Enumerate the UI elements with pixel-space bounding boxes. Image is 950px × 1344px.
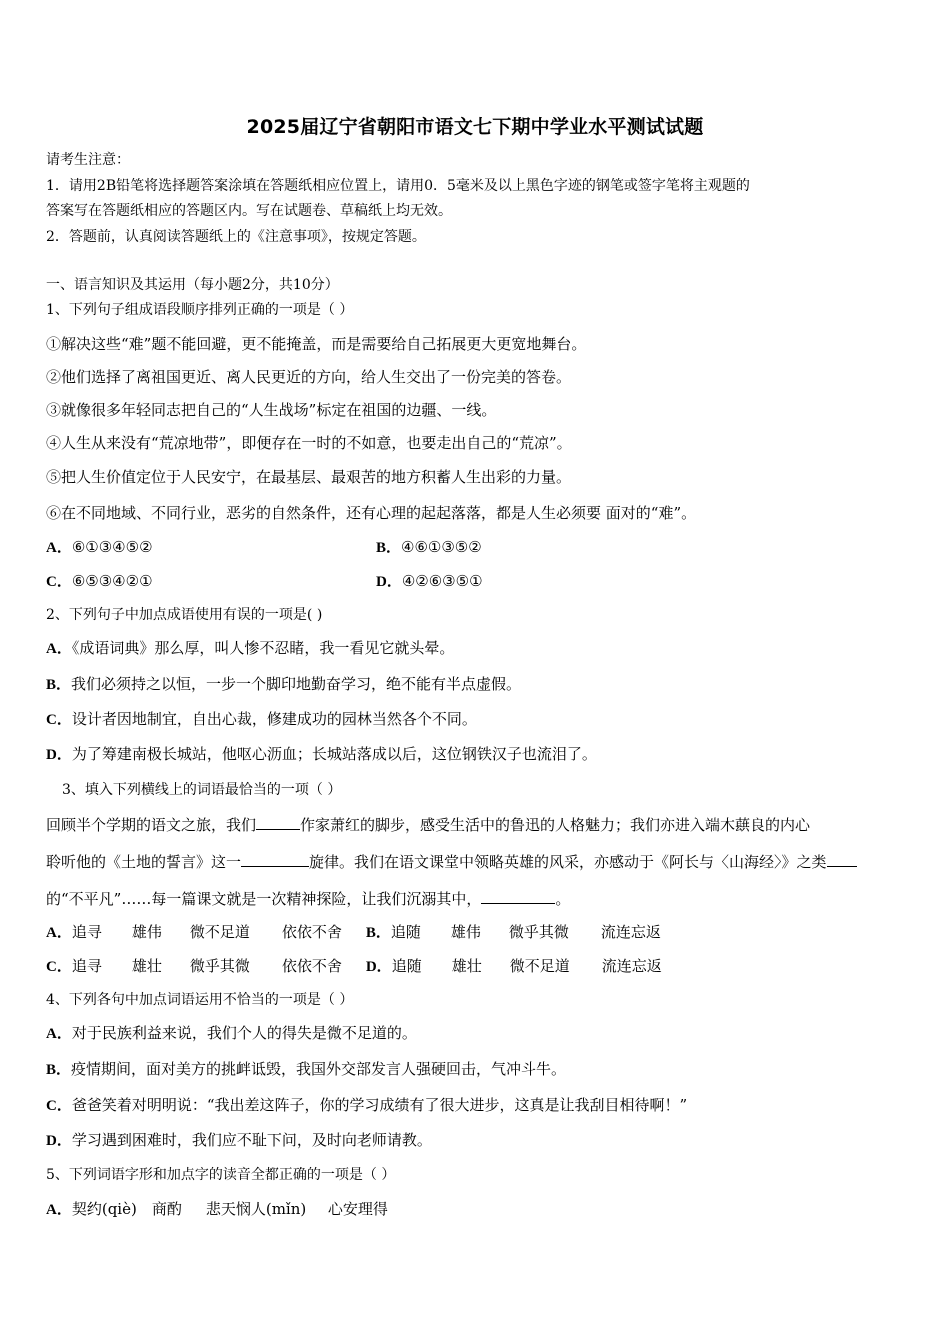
q1-option-a[interactable] (46, 537, 153, 558)
q2-stem: 2、下列句子中加点成语使用有误的一项是( ) (46, 607, 323, 623)
option-text: ⑥⑤③④②① (71, 572, 153, 590)
q2-option-b[interactable] (46, 674, 521, 695)
option-label: D． (365, 959, 392, 975)
option-word: 追寻 (71, 923, 102, 941)
passage-text: 的“不平凡”……每一篇课文就是一次精神探险，让我们沉溺其中， (46, 890, 482, 908)
option-text: ④⑥①③⑤② (401, 538, 482, 556)
option-text: 《成语词典》那么厚，叫人惨不忍睹，我一看见它就头晕。 (71, 639, 455, 657)
option-label: B． (365, 925, 391, 941)
q4-option-d[interactable] (46, 1130, 432, 1151)
option-word: 雄伟 (131, 923, 162, 941)
option-word: 依依不舍 (281, 923, 342, 941)
q1-sentence-1: ①解决这些“难”题不能回避，更不能掩盖，而是需要给自己拓展更大更宽地舞台。 (46, 335, 587, 353)
option-label: C． (46, 574, 72, 590)
option-word: 依依不舍 (281, 957, 342, 975)
fill-blank-2[interactable] (241, 852, 309, 867)
option-text: 爸爸笑着对明明说：“我出差这阵子，你的学习成绩有了很大进步，这真是让我刮目相待啊！” (71, 1096, 688, 1114)
fill-blank-1[interactable] (256, 815, 300, 830)
q3-option-d[interactable] (366, 957, 662, 975)
q3-option-a[interactable] (46, 923, 366, 941)
passage-text: 聆听他的《土地的誓言》这一 (46, 853, 242, 871)
option-word: 微不足道 (509, 957, 570, 975)
q4-stem: 4、下列各句中加点词语运用不恰当的一项是（ ） (46, 992, 354, 1008)
option-label: B． (46, 1062, 72, 1078)
q1-option-c[interactable] (46, 571, 153, 592)
q1-stem: 1、下列句子组成语段顺序排列正确的一项是（ ） (46, 302, 354, 318)
q3-passage-line-3 (46, 889, 570, 909)
option-text: 对于民族利益来说，我们个人的得失是微不足道的。 (71, 1024, 417, 1042)
q3-passage-line-2 (46, 852, 857, 872)
q1-sentence-6: ⑥在不同地域、不同行业，恶劣的自然条件，还有心理的起起落落，都是人生必须要 面对的“难”。 (46, 504, 697, 522)
option-label: C． (46, 712, 72, 728)
option-text: 设计者因地制宜，自出心裁，修建成功的园林当然各个不同。 (71, 710, 477, 728)
option-word: 微乎其微 (508, 923, 569, 941)
q3-options-row-2 (46, 956, 662, 977)
option-word: 悲天悯人(mǐn) (205, 1200, 307, 1218)
q3-options-row-1 (46, 922, 661, 943)
option-word: 微不足道 (189, 923, 250, 941)
option-word: 商酌 (151, 1200, 182, 1218)
option-label: A． (46, 641, 72, 657)
notice-line-1a: 1．请用2B铅笔将选择题答案涂填在答题纸相应位置上，请用0．5毫米及以上黑色字迹的钢笔或签字笔将主观题的 (46, 178, 750, 194)
q3-stem: 3、填入下列横线上的词语最恰当的一项（ ） (62, 782, 342, 798)
q4-option-b[interactable] (46, 1059, 566, 1080)
q3-option-b[interactable] (366, 923, 661, 941)
passage-text: 作家萧红的脚步，感受生活中的鲁迅的人格魅力；我们亦进入端木蕻良的内心 (300, 816, 811, 834)
option-label: D． (46, 1133, 72, 1149)
option-word: 心安理得 (327, 1200, 388, 1218)
option-label: A． (46, 1202, 72, 1218)
q1-sentence-4: ④人生从来没有“荒凉地带”，即便存在一时的不如意，也要走出自己的“荒凉”。 (46, 434, 572, 452)
passage-text: 旋律。我们在语文课堂中领略英雄的风采，亦感动于《阿长与〈山海经〉》之类 (309, 853, 827, 871)
notice-line-1b: 答案写在答题纸相应的答题区内。写在试题卷、草稿纸上均无效。 (46, 203, 452, 219)
q4-option-a[interactable] (46, 1023, 417, 1044)
option-label: A． (46, 540, 72, 556)
passage-text: 回顾半个学期的语文之旅，我们 (46, 816, 257, 834)
option-word: 追随 (390, 923, 421, 941)
q1-sentence-5: ⑤把人生价值定位于人民安宁，在最基层、最艰苦的地方积蓄人生出彩的力量。 (46, 468, 572, 486)
q1-option-d[interactable] (376, 571, 483, 592)
option-text: 我们必须持之以恒，一步一个脚印地勤奋学习，绝不能有半点虚假。 (71, 675, 522, 693)
option-word: 契约(qiè) (71, 1200, 137, 1218)
option-label: C． (46, 959, 72, 975)
option-label: A． (46, 1026, 72, 1042)
q2-option-c[interactable] (46, 709, 477, 730)
option-label: B． (376, 540, 402, 556)
fill-blank-3[interactable] (827, 852, 857, 867)
passage-text: 。 (555, 890, 571, 908)
option-text: 疫情期间，面对美方的挑衅诋毁，我国外交部发言人强硬回击，气冲斗牛。 (71, 1060, 567, 1078)
notice-heading: 请考生注意： (46, 152, 130, 168)
notice-line-2: 2．答题前，认真阅读答题纸上的《注意事项》，按规定答题。 (46, 229, 426, 245)
option-word: 追随 (391, 957, 422, 975)
q1-sentence-2: ②他们选择了离祖国更近、离人民更近的方向，给人生交出了一份完美的答卷。 (46, 368, 572, 386)
q5-stem: 5、下列词语字形和加点字的读音全都正确的一项是（ ） (46, 1167, 396, 1183)
option-text: 为了筹建南极长城站，他呕心沥血；长城站落成以后，这位钢铁汉子也流泪了。 (71, 745, 597, 763)
section-heading: 一、语言知识及其运用（每小题2分，共10分） (46, 277, 339, 293)
q4-option-c[interactable] (46, 1095, 687, 1116)
fill-blank-4[interactable] (481, 889, 555, 904)
option-text: 学习遇到困难时，我们应不耻下问，及时向老师请教。 (71, 1131, 432, 1149)
q2-option-a[interactable] (46, 638, 454, 659)
q5-option-a[interactable] (46, 1199, 388, 1220)
option-word: 雄伟 (450, 923, 481, 941)
option-label: B． (46, 677, 72, 693)
option-label: A． (46, 925, 72, 941)
q2-option-d[interactable] (46, 744, 597, 765)
q3-passage-line-1 (46, 815, 810, 835)
option-word: 流连忘返 (600, 923, 661, 941)
option-word: 雄壮 (131, 957, 162, 975)
option-word: 流连忘返 (601, 957, 662, 975)
option-text: ⑥①③④⑤② (71, 538, 153, 556)
option-label: C． (46, 1098, 72, 1114)
option-text: ④②⑥③⑤① (401, 572, 483, 590)
page-title: 2025届辽宁省朝阳市语文七下期中学业水平测试试题 (246, 116, 704, 138)
option-word: 追寻 (71, 957, 102, 975)
q1-sentence-3: ③就像很多年轻同志把自己的“人生战场”标定在祖国的边疆、一线。 (46, 401, 497, 419)
option-label: D． (46, 747, 72, 763)
option-word: 雄壮 (451, 957, 482, 975)
option-label: D． (376, 574, 402, 590)
option-word: 微乎其微 (189, 957, 250, 975)
q3-option-c[interactable] (46, 957, 366, 975)
q1-option-b[interactable] (376, 537, 482, 558)
